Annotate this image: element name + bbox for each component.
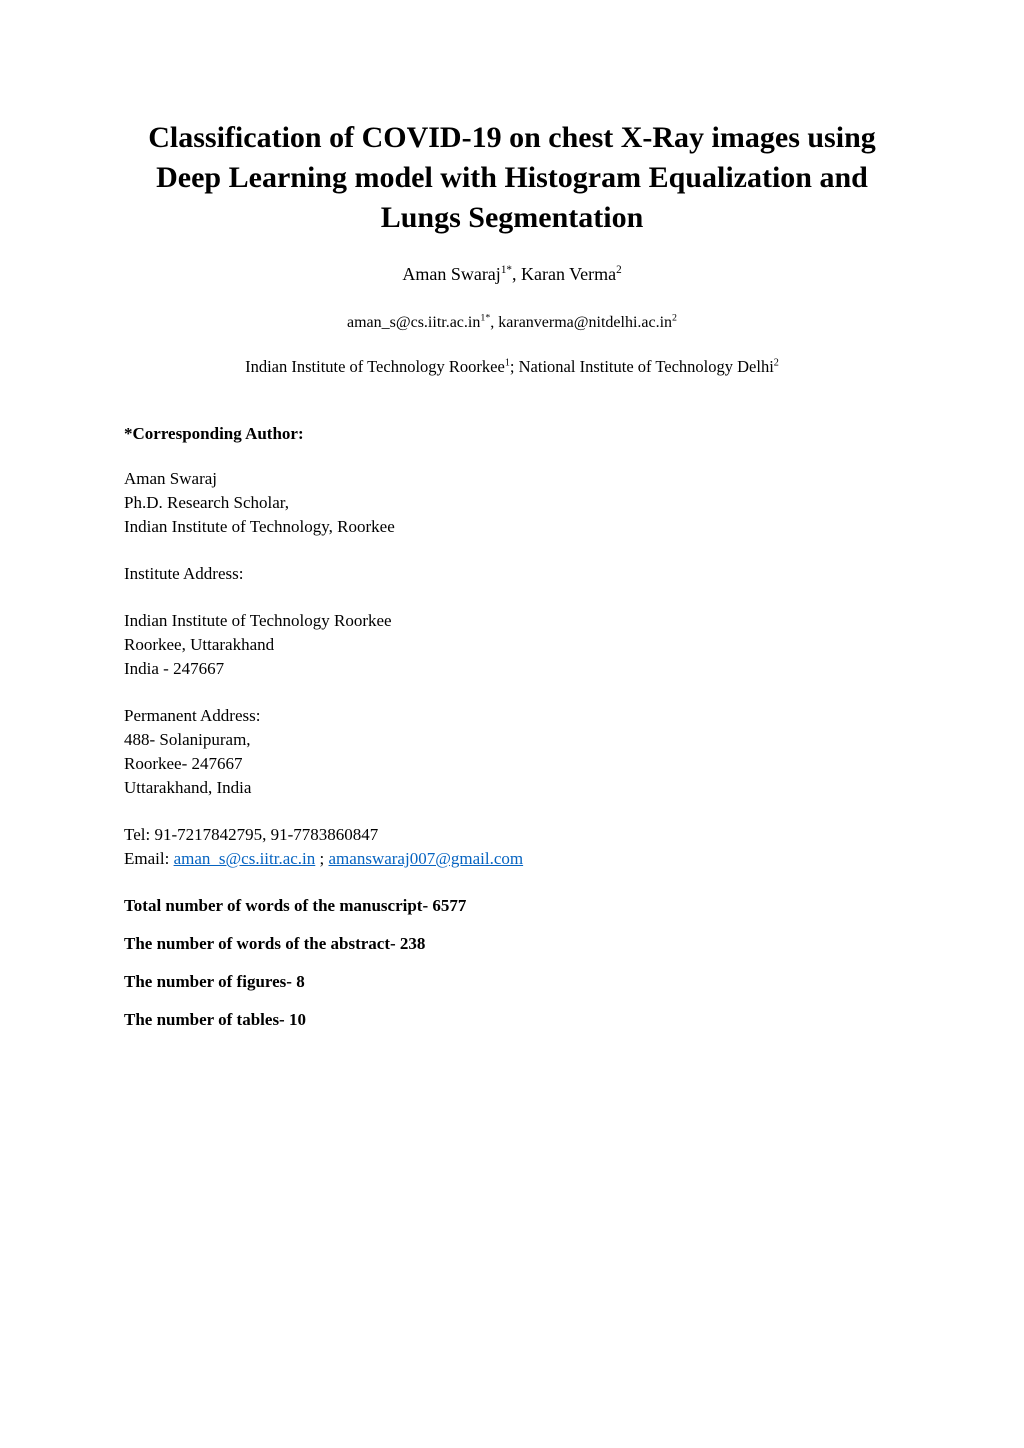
permanent-address-line: 488- Solanipuram,: [124, 730, 251, 749]
telephone-line: Tel: 91-7217842795, 91-7783860847: [124, 825, 379, 844]
author-line: [124, 262, 900, 286]
email-links-separator: ;: [315, 849, 329, 868]
email-link-primary[interactable]: aman_s@cs.iitr.ac.in: [173, 849, 316, 868]
institute-address-line: India - 247667: [124, 659, 225, 678]
contact-block: [124, 823, 900, 871]
email-line: [124, 847, 900, 871]
stat-figures-count: The number of figures- 8: [124, 972, 305, 991]
author-2-email-superscript: 2: [672, 312, 677, 324]
affiliation-1: Indian Institute of Technology Roorkee: [245, 357, 505, 376]
institute-address-block: [124, 609, 900, 681]
affiliation-1-superscript: 1: [504, 357, 510, 369]
author-separator: ,: [511, 264, 521, 284]
affiliation-2-superscript: 2: [773, 357, 779, 369]
email-separator: ,: [490, 314, 499, 331]
corresponding-author-block: [124, 467, 900, 539]
author-emails-line: [124, 312, 900, 334]
permanent-address-line: Uttarakhand, India: [124, 778, 252, 797]
corresponding-author-heading: *Corresponding Author:: [124, 424, 304, 443]
author-1-email-superscript: 1*: [480, 312, 491, 324]
corresponding-author-role: Ph.D. Research Scholar,: [124, 493, 290, 512]
corresponding-author-institute: Indian Institute of Technology, Roorkee: [124, 517, 395, 536]
permanent-address-line: Roorkee- 247667: [124, 754, 243, 773]
manuscript-stats: [124, 894, 900, 1032]
author-2-name: Karan Verma: [520, 264, 617, 284]
affiliation-2: ; National Institute of Technology Delhi: [509, 357, 774, 376]
institute-address-line: Indian Institute of Technology Roorkee: [124, 611, 392, 630]
author-1-name: Aman Swaraj: [402, 264, 501, 284]
email-label: Email:: [124, 849, 174, 868]
email-link-secondary[interactable]: amanswaraj007@gmail.com: [328, 849, 524, 868]
stat-words-manuscript: Total number of words of the manuscript- 6577: [124, 896, 467, 915]
stat-words-abstract: The number of words of the abstract- 238: [124, 934, 426, 953]
author-2-superscript: 2: [616, 264, 622, 276]
author-2-email: karanverma@nitdelhi.ac.in: [498, 314, 673, 331]
permanent-address-block: [124, 704, 900, 800]
institute-address-label: Institute Address:: [124, 564, 244, 583]
author-1-email: aman_s@cs.iitr.ac.in: [346, 314, 481, 331]
author-1-superscript: 1*: [500, 264, 512, 276]
paper-title: Classification of COVID-19 on chest X-Ray images using Deep Learning model with Histogram Equalization and Lungs Segmentation: [148, 121, 876, 234]
permanent-address-label: Permanent Address:: [124, 706, 261, 725]
institute-address-line: Roorkee, Uttarakhand: [124, 635, 275, 654]
affiliations-line: [124, 356, 900, 378]
stat-tables-count: The number of tables- 10: [124, 1010, 306, 1029]
corresponding-author-name: Aman Swaraj: [124, 469, 218, 488]
